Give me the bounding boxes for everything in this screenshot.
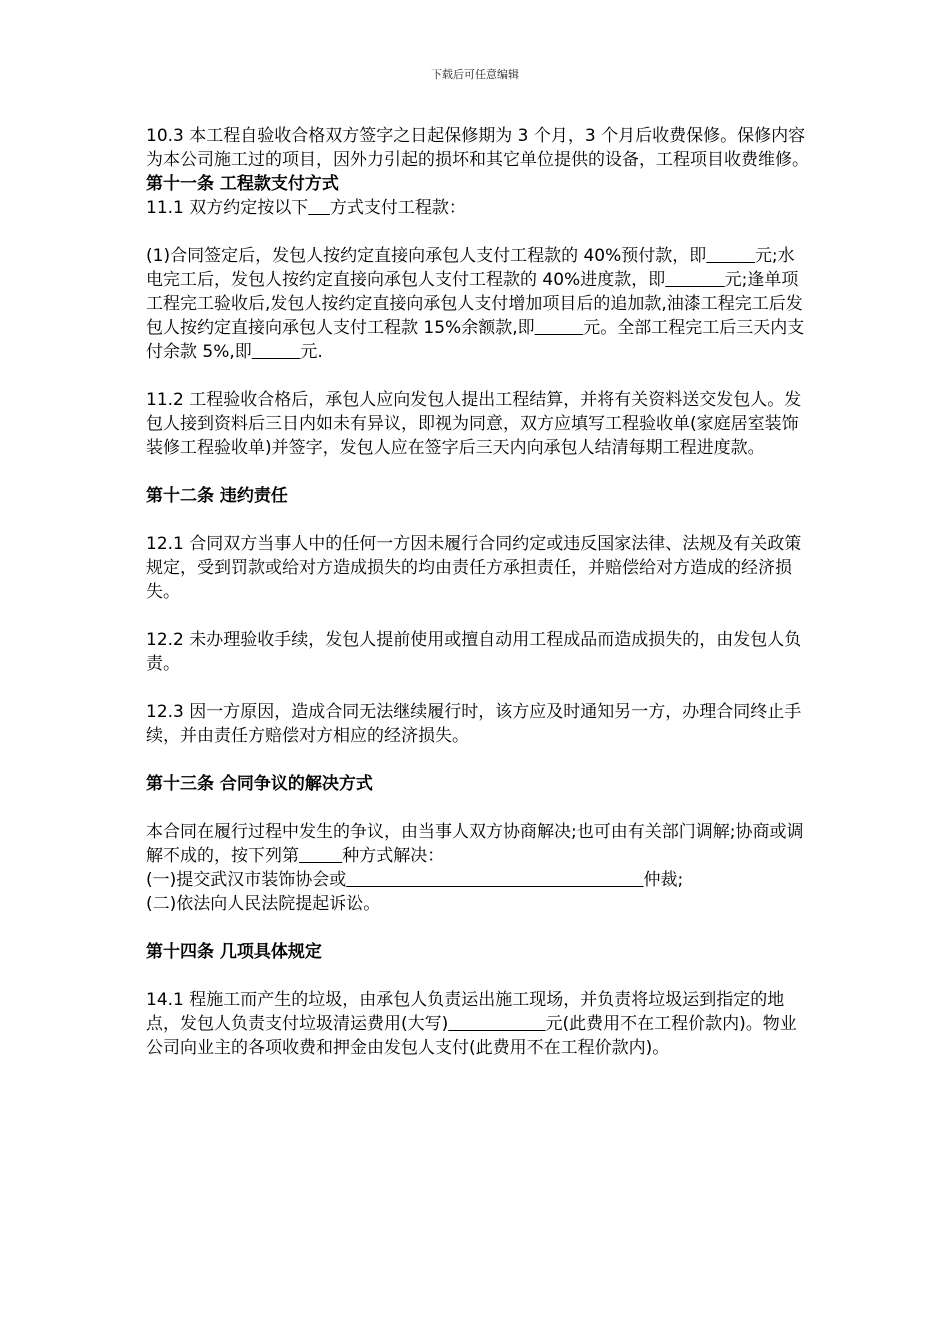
clause-12-1: 12.1 合同双方当事人中的任何一方因未履行合同约定或违反国家法律、法规及有关政策规定，受到罚款或给对方造成损失的均由责任方承担责任，并赔偿给对方造成的经济损失。	[146, 534, 802, 602]
payment-schedule	[146, 244, 811, 364]
prepayment-blank	[706, 246, 738, 266]
option-1-text-end: 仲裁;	[643, 870, 684, 890]
resolution-option-blank	[299, 846, 342, 866]
payment-text: 元;水电完工后，发包人按约定直接向承包人支付工程款的 40%进度款，即	[146, 246, 795, 290]
dispute-option-1	[146, 868, 811, 892]
clause-11-1-text-end: 方式支付工程款：	[329, 198, 466, 218]
spacer	[146, 460, 811, 484]
spacer	[146, 508, 811, 532]
clause-14-1-text: 14.1 程施工而产生的垃圾，由承包人负责运出施工现场，并负责将垃圾运到指定的地点，发包人负责支付垃圾清运费用(大写)	[146, 990, 785, 1034]
clause-12-3: 12.3 因一方原因，造成合同无法继续履行时，该方应及时通知另一方，办理合同终止手续，并由责任方赔偿对方相应的经济损失。	[146, 702, 802, 746]
spacer	[146, 916, 811, 940]
spacer	[146, 604, 811, 628]
spacer	[146, 748, 811, 772]
spacer	[146, 220, 811, 244]
payment-method-blank	[308, 198, 330, 218]
clause-10-3: 10.3 本工程自验收合格双方签字之日起保修期为 3 个月，3 个月后收费保修。保修内容为本公司施工过的项目，因外力引起的损坏和其它单位提供的设备，工程项目收费维修。	[146, 126, 809, 170]
progress-payment-blank	[665, 270, 676, 290]
clause-11-1-text: 11.1 双方约定按以下	[146, 198, 309, 218]
spacer	[146, 796, 811, 820]
clause-14-1	[146, 988, 811, 1060]
dispute-text: 本合同在履行过程中发生的争议，由当事人双方协商解决;也可由有关部门调解;协商或调解不成的，按下列第	[146, 822, 804, 866]
final-payment-blank	[252, 342, 301, 362]
clause-11-2: 11.2 工程验收合格后，承包人应向发包人提出工程结算，并将有关资料送交发包人。发包人接到资料后三日内如未有异议，即视为同意，双方应填写工程验收单(家庭居室装饰装修工程验收单)并签字，发包人应在签字后三天内向承包人结清每期工程进度款。	[146, 390, 802, 458]
dispute-text-end: 种方式解决：	[342, 846, 445, 866]
dispute-option-2: (二)依法向人民法院提起诉讼。	[146, 894, 381, 914]
arbitration-blank	[346, 870, 643, 890]
spacer	[146, 364, 811, 388]
spacer	[146, 964, 811, 988]
option-1-text: (一)提交武汉市装饰协会或	[146, 870, 347, 890]
payment-text: 元.	[300, 342, 323, 362]
progress-payment-blank-cont	[676, 270, 725, 290]
prepayment-blank-cont	[739, 246, 755, 266]
article-12-heading: 第十二条 违约责任	[146, 486, 288, 506]
article-14-heading: 第十四条 几项具体规定	[146, 942, 322, 962]
article-13-heading: 第十三条 合同争议的解决方式	[146, 774, 373, 794]
spacer	[146, 676, 811, 700]
payment-text: 元;逢单项工程完工验收后,发包人按约定直接向承包人支付增加项目后的追加款,油漆工程完工后发包人按约定直接向承包人支付工程款 15%余额款,即	[146, 270, 803, 338]
balance-blank	[535, 318, 584, 338]
payment-text: (1)合同签定后，发包人按约定直接向承包人支付工程款的 40%预付款，即	[146, 246, 707, 266]
payment-text: 元。全部工程完工后三天内支付余款 5%,即	[146, 318, 805, 362]
clause-12-2: 12.2 未办理验收手续，发包人提前使用或擅自动用工程成品而造成损失的，由发包人负责。	[146, 630, 802, 674]
garbage-fee-blank	[448, 1014, 545, 1034]
document-body	[146, 124, 811, 1060]
dispute-resolution	[146, 820, 811, 868]
article-11-heading: 第十一条 工程款支付方式	[146, 174, 339, 194]
clause-14-1-text-end: 元(此费用不在工程价款内)。物业公司向业主的各项收费和押金由发包人支付(此费用不在工程价款内)。	[146, 1014, 797, 1058]
page-header: 下载后可任意编辑	[431, 68, 519, 81]
clause-11-1	[146, 196, 811, 220]
